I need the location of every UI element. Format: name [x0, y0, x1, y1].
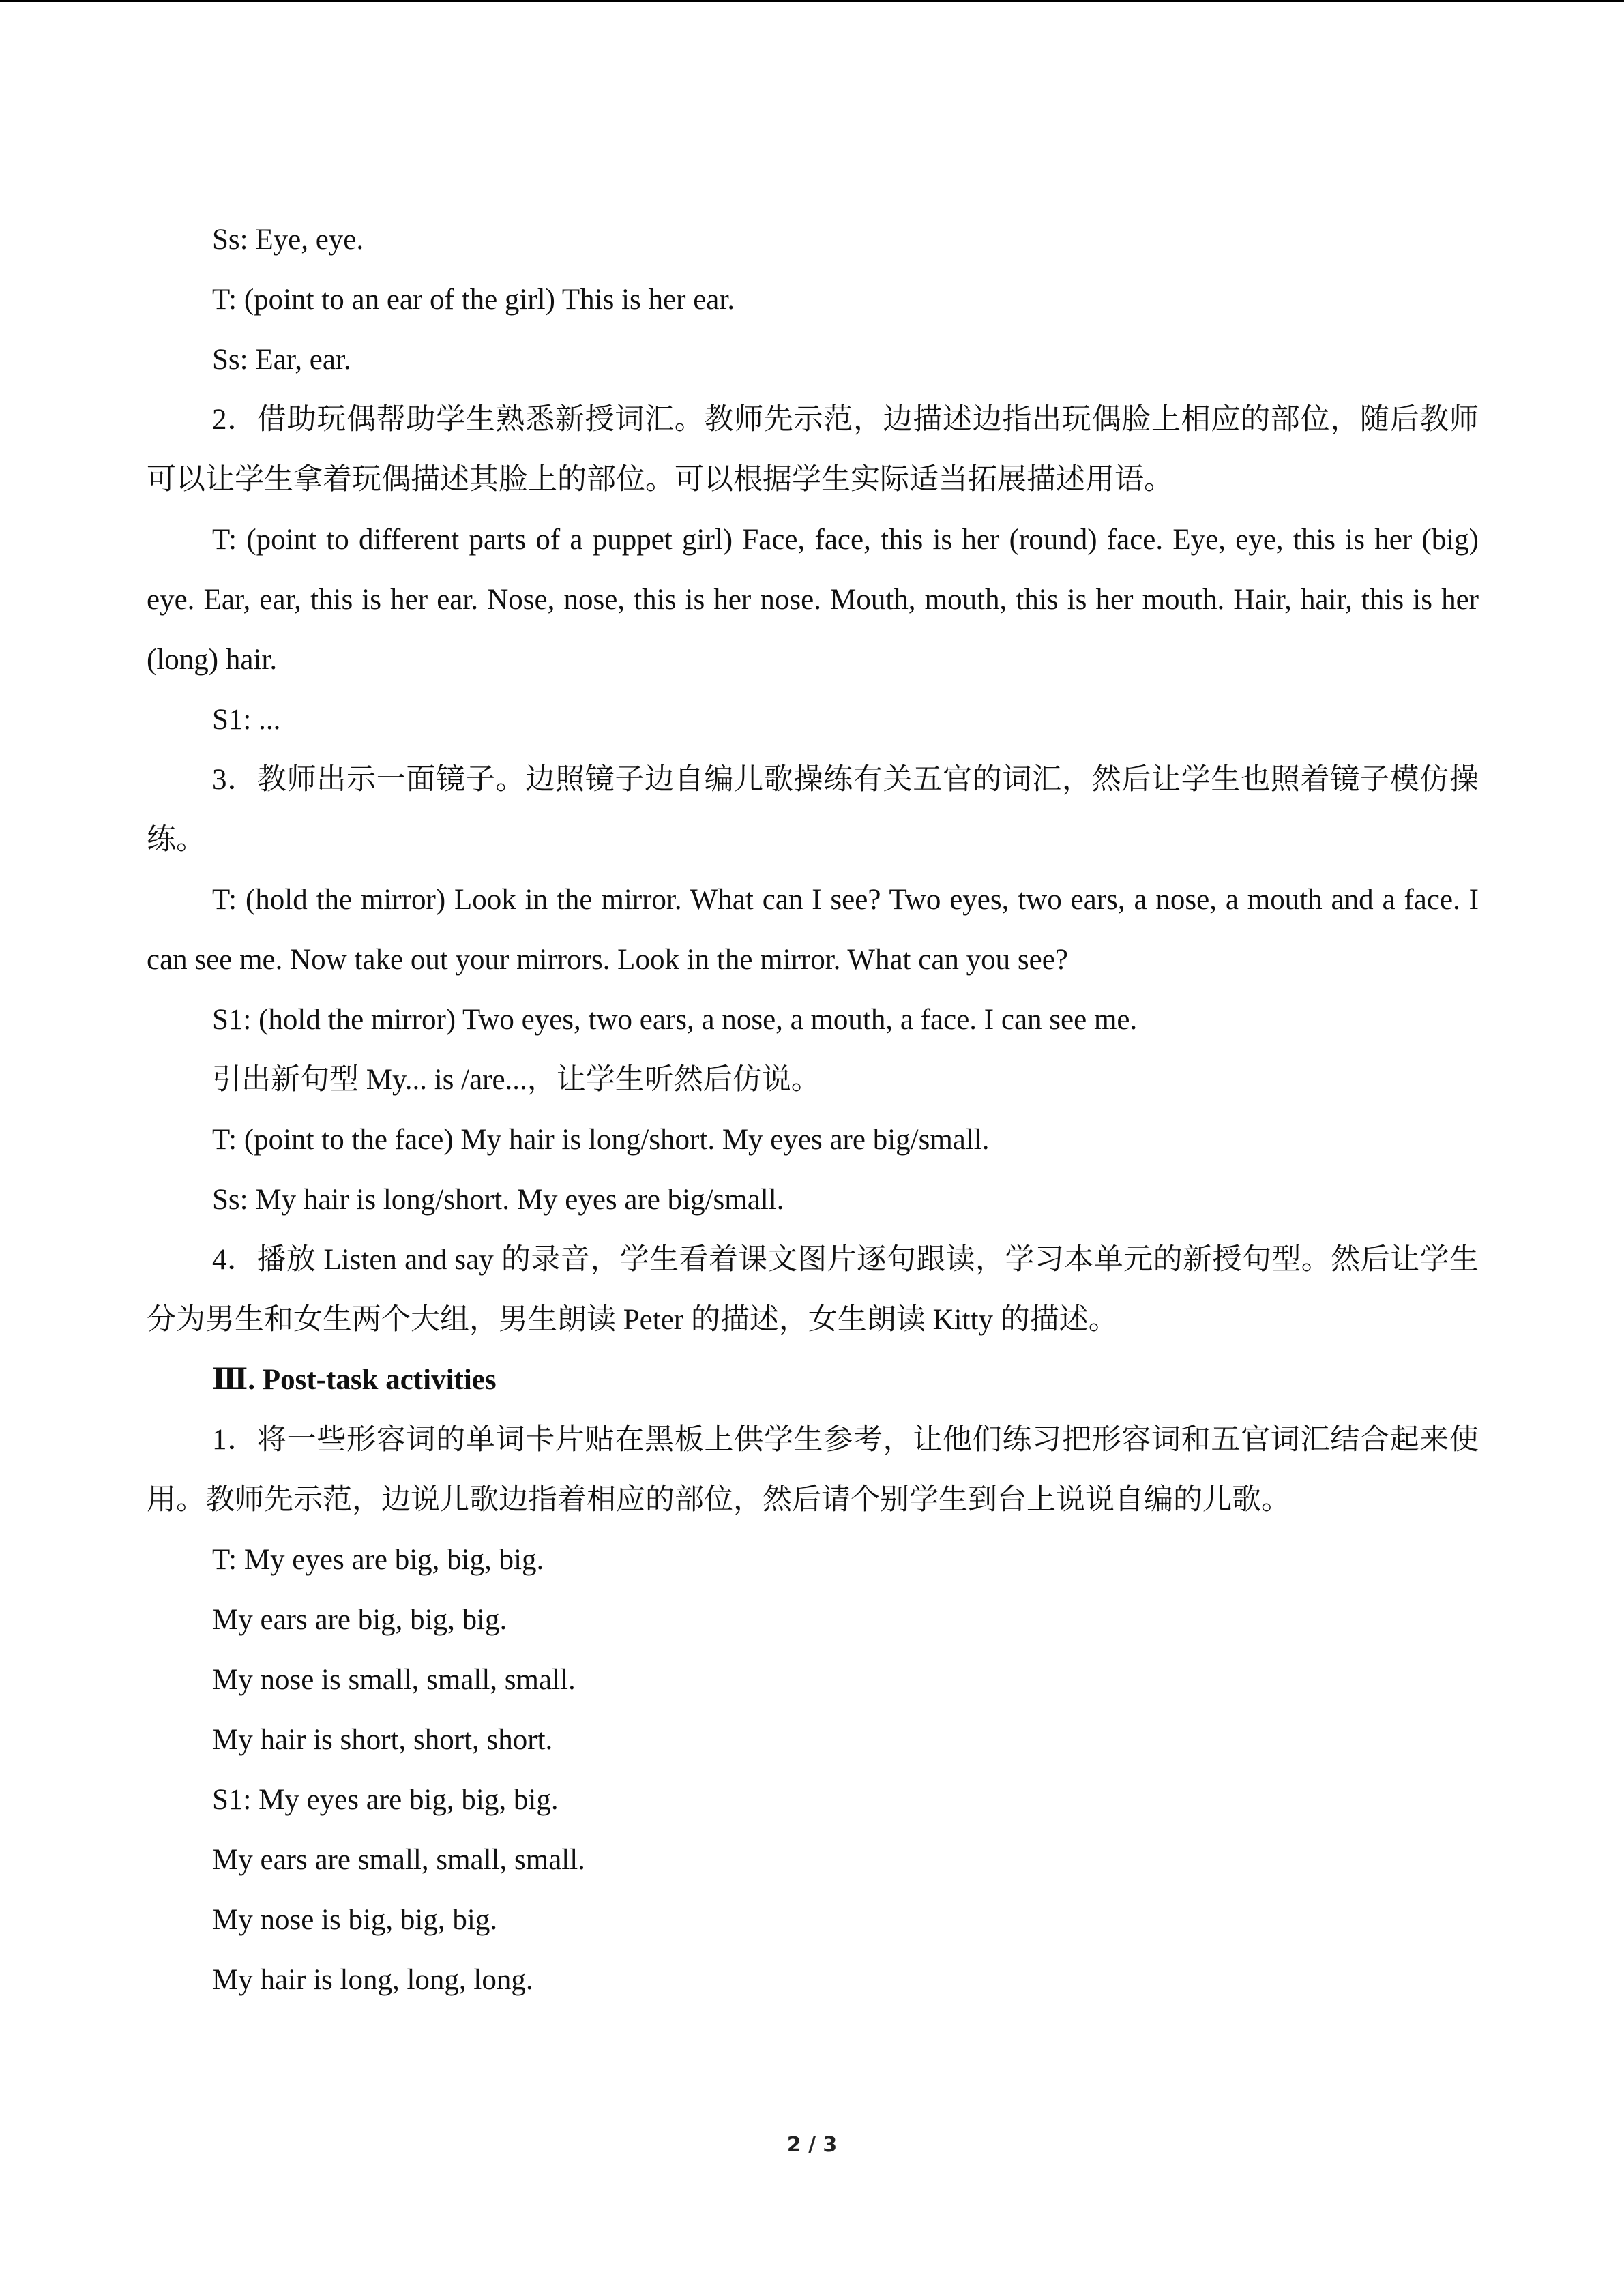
chant-line: T: My eyes are big, big, big.: [212, 1544, 544, 1576]
chant-line: My nose is small, small, small.: [212, 1664, 576, 1696]
dialogue-paragraph: T: (hold the mirror) Look in the mirror. What can I see? Two eyes, two ears, a nose, a mouth and a face. I can see me. Now take out your mirrors. Look in the mirror. What can you see?: [147, 884, 1479, 976]
chant-line: My ears are small, small, small.: [212, 1844, 585, 1876]
page-top-border: [0, 0, 1624, 2]
section-heading: Ⅲ. Post-task activities: [212, 1364, 497, 1396]
dialogue-line: T: (point to an ear of the girl) This is her ear.: [212, 284, 735, 316]
chant-line: My hair is short, short, short.: [212, 1724, 553, 1756]
instruction-paragraph: 4．播放 Listen and say 的录音，学生看着课文图片逐句跟读，学习本单元的新授句型。然后让学生分为男生和女生两个大组，男生朗读 Peter 的描述，女生朗读 Kitty 的描述。: [147, 1244, 1479, 1336]
dialogue-line: S1: (hold the mirror) Two eyes, two ears, a nose, a mouth, a face. I can see me.: [212, 1004, 1138, 1036]
document-body: [147, 210, 1479, 2010]
dialogue-line: Ss: Ear, ear.: [212, 344, 351, 376]
instruction-paragraph: 3．教师出示一面镜子。边照镜子边自编儿歌操练有关五官的词汇，然后让学生也照着镜子模仿操练。: [147, 764, 1479, 856]
dialogue-line: S1: ...: [212, 704, 281, 736]
chant-line: My hair is long, long, long.: [212, 1964, 533, 1996]
instruction-line: 引出新句型 My... is /are...，让学生听然后仿说。: [212, 1064, 821, 1096]
instruction-paragraph: 2．借助玩偶帮助学生熟悉新授词汇。教师先示范，边描述边指出玩偶脸上相应的部位，随后教师可以让学生拿着玩偶描述其脸上的部位。可以根据学生实际适当拓展描述用语。: [147, 404, 1479, 496]
dialogue-paragraph: T: (point to different parts of a puppet girl) Face, face, this is her (round) face. Eye, eye, this is her (big) eye. Ear, ear, this is her ear. Nose, nose, this is her nose. Mouth, mouth, this is her mouth. Hair, hair, this is her (long) hair.: [147, 524, 1479, 676]
instruction-paragraph: 1．将一些形容词的单词卡片贴在黑板上供学生参考，让他们练习把形容词和五官词汇结合起来使用。教师先示范，边说儿歌边指着相应的部位，然后请个别学生到台上说说自编的儿歌。: [147, 1424, 1479, 1516]
chant-line: My nose is big, big, big.: [212, 1904, 498, 1936]
dialogue-line: Ss: My hair is long/short. My eyes are big/small.: [212, 1184, 784, 1216]
dialogue-line: Ss: Eye, eye.: [212, 224, 364, 256]
chant-line: S1: My eyes are big, big, big.: [212, 1784, 559, 1816]
chant-line: My ears are big, big, big.: [212, 1604, 507, 1636]
page-number: 2 / 3: [786, 2133, 838, 2157]
dialogue-line: T: (point to the face) My hair is long/short. My eyes are big/small.: [212, 1124, 990, 1156]
